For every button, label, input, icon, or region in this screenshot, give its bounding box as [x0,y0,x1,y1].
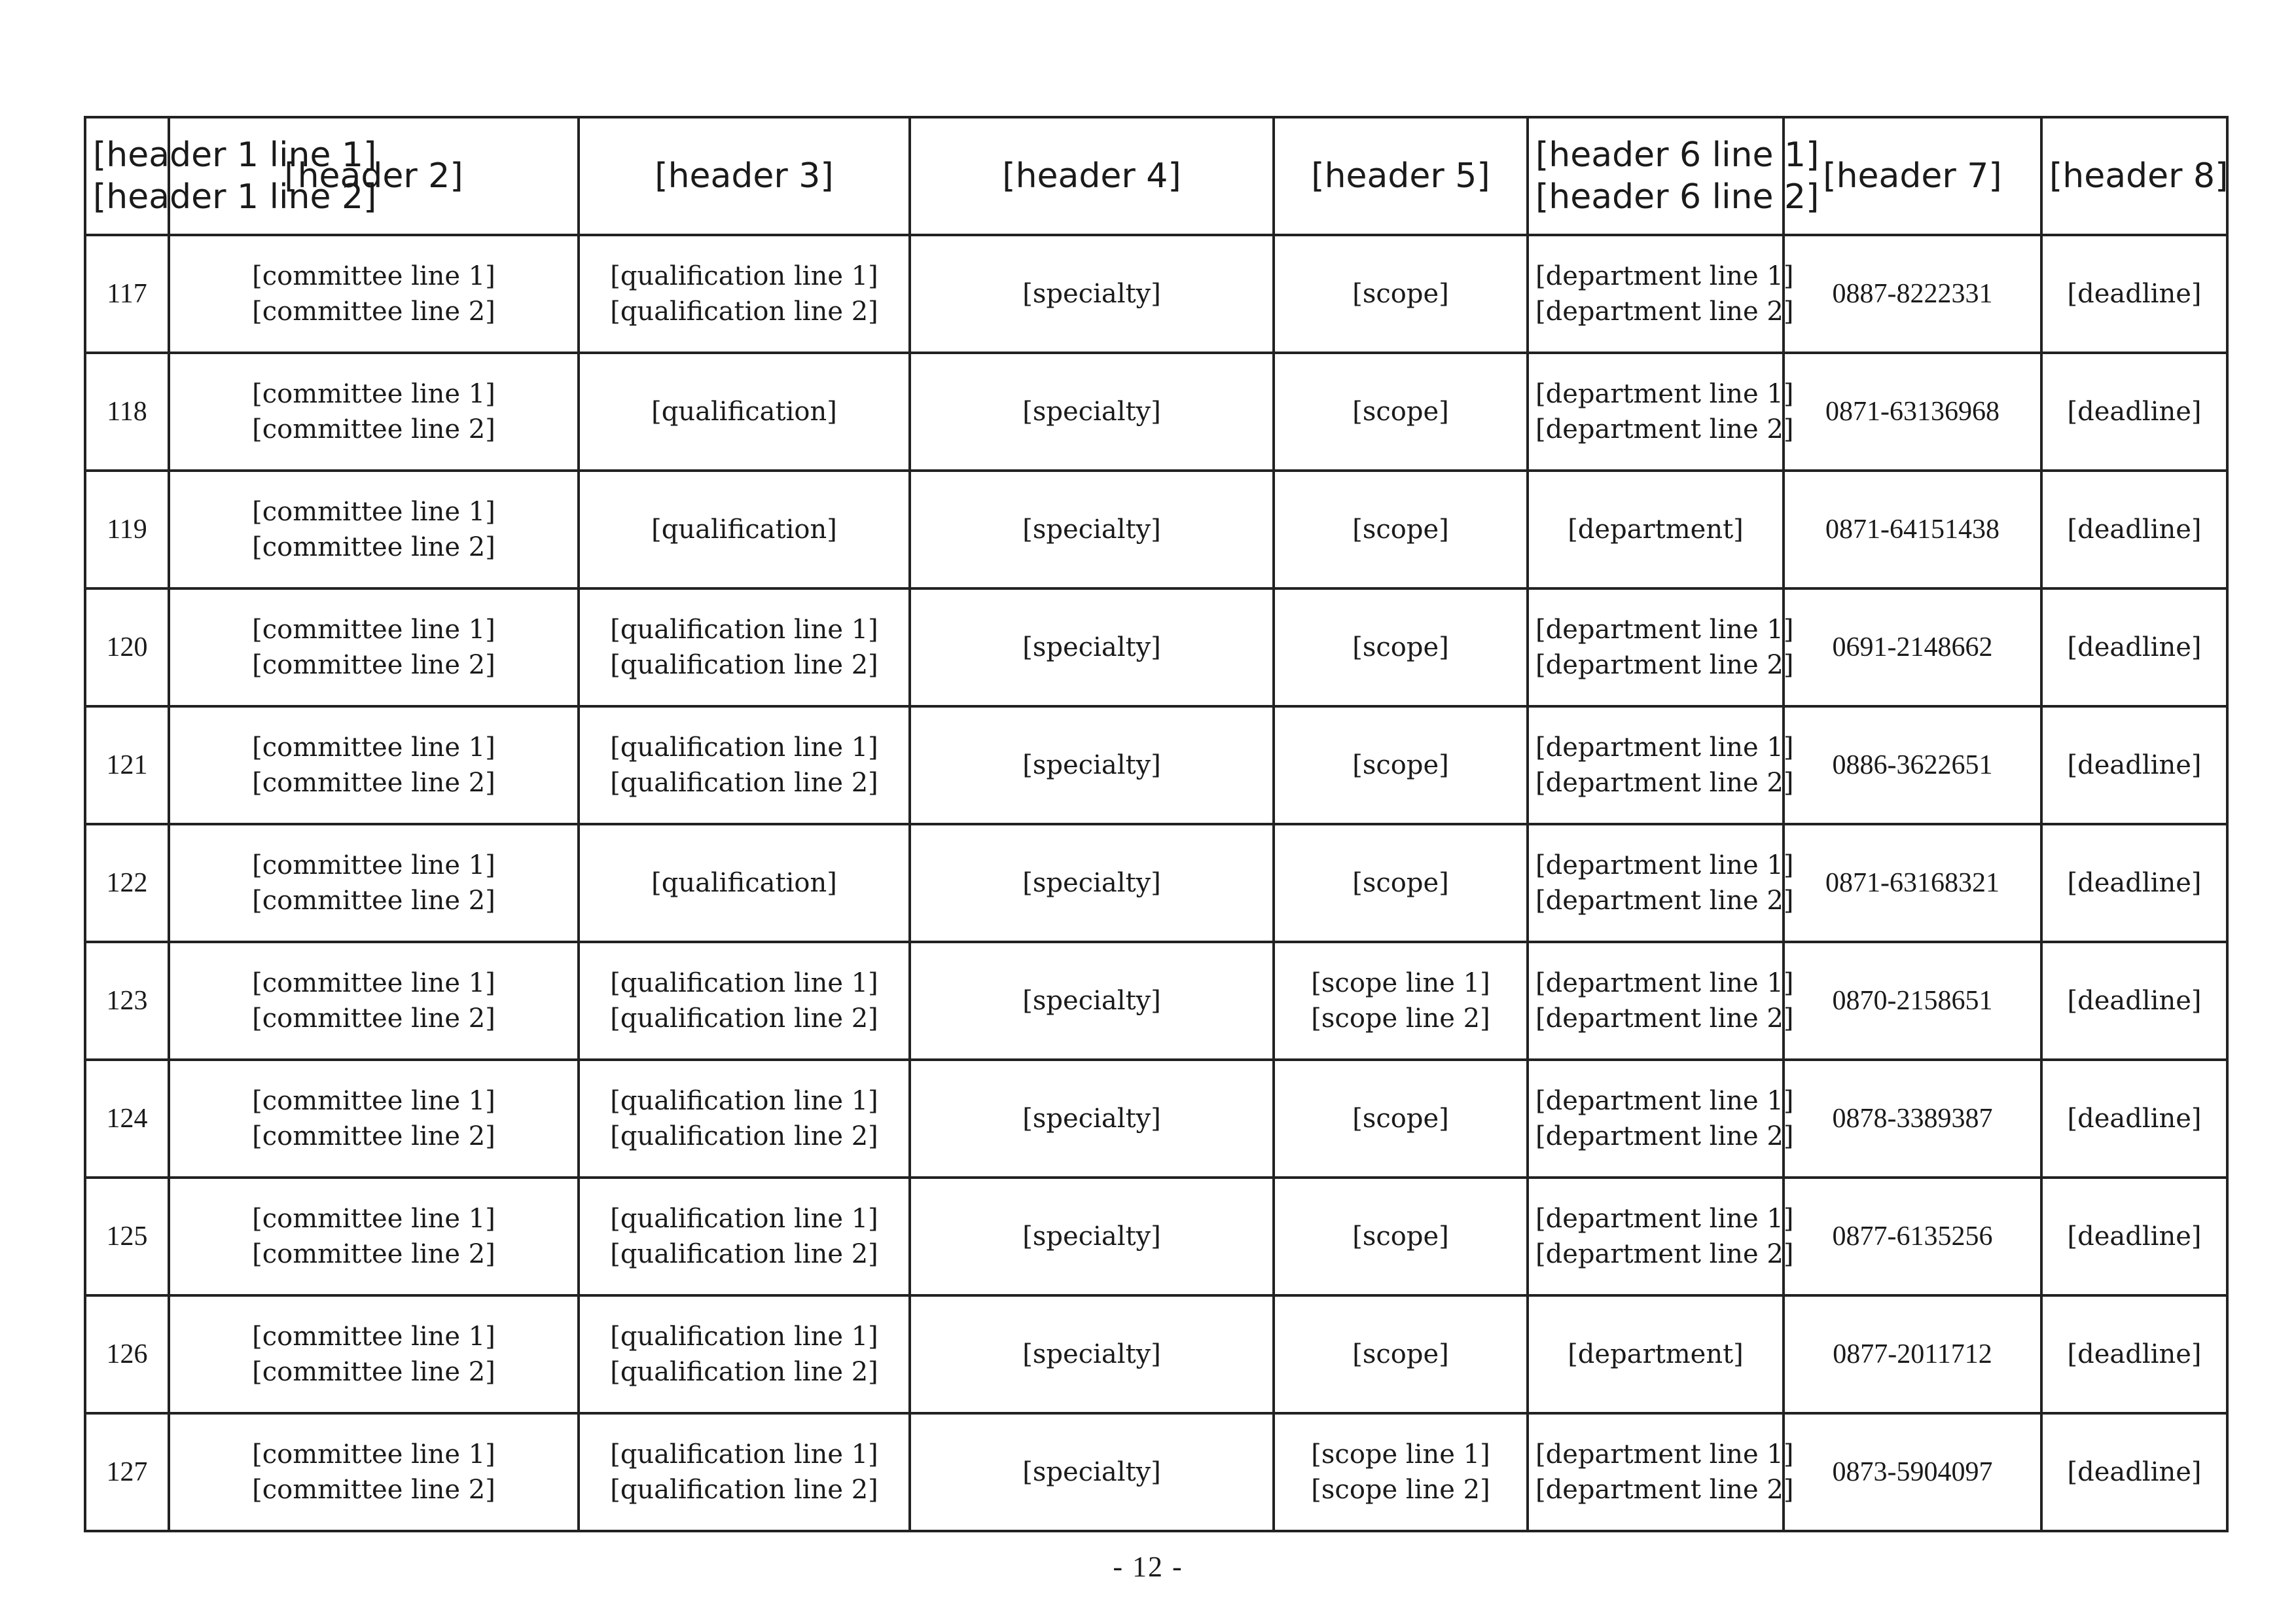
cell-qualification [579,235,910,353]
cell-committee-name [169,706,579,824]
cell-department [1528,1178,1794,1295]
cell-committee-name [169,1295,579,1413]
cell-specialty [910,824,1274,942]
cell-department-line: [department line 1] [1535,1204,1794,1234]
cell-scope [1274,588,1528,706]
cell-scope-line: [scope] [1352,868,1449,898]
cell-specialty [910,235,1274,353]
cell-deadline: [deadline] [2041,471,2227,588]
cell-phone: 0878-3389387 [1784,1060,2041,1178]
cell-committee-name [169,942,579,1060]
cell-seq-no: 117 [85,235,169,353]
cell-deadline: [deadline] [2041,353,2227,471]
cell-committee-name [169,353,579,471]
cell-committee-name-line: [committee line 1] [252,732,495,763]
cell-seq-no: 125 [85,1178,169,1295]
cell-committee-name-line: [committee line 1] [252,497,495,527]
cell-scope-line: [scope line 2] [1311,1475,1490,1505]
cell-phone: 0877-6135256 [1784,1178,2041,1295]
cell-committee-name-line: [committee line 2] [252,414,495,444]
cell-phone: 0871-64151438 [1784,471,2041,588]
cell-department-line: [department line 2] [1535,414,1794,444]
cell-scope-line: [scope line 1] [1311,968,1490,998]
cell-qualification [579,942,910,1060]
cell-department-line: [department line 2] [1535,1003,1794,1034]
cell-committee-name [169,1060,579,1178]
cell-qualification [579,471,910,588]
table-row [85,1178,2227,1295]
cell-committee-name-line: [committee line 2] [252,768,495,798]
cell-specialty-line: [specialty] [1022,514,1161,545]
header-specialty [910,117,1274,235]
header-deadline-text: [header 8] [2049,156,2229,196]
header-qualification [579,117,910,235]
cell-specialty-line: [specialty] [1022,279,1161,309]
header-seq-no-text: [header 1 line 1] [93,135,377,175]
cell-deadline: [deadline] [2041,706,2227,824]
table-row [85,1060,2227,1178]
cell-qualification [579,1295,910,1413]
cell-committee-name [169,1413,579,1531]
cell-qualification-line: [qualification line 2] [610,1239,878,1269]
cell-specialty-line: [specialty] [1022,1457,1161,1487]
cell-scope [1274,1413,1528,1531]
cell-specialty-line: [specialty] [1022,1104,1161,1134]
cell-department-line: [department] [1568,514,1744,545]
cell-committee-name [169,235,579,353]
cell-department [1528,588,1794,706]
cell-seq-no: 121 [85,706,169,824]
cell-department [1528,824,1794,942]
cell-committee-name-line: [committee line 2] [252,650,495,680]
cell-department-line: [department] [1568,1339,1744,1369]
cell-scope [1274,1178,1528,1295]
cell-department [1528,471,1784,588]
cell-scope [1274,1060,1528,1178]
cell-scope-line: [scope line 1] [1311,1439,1490,1470]
cell-committee-name-line: [committee line 1] [252,261,495,291]
cell-specialty [910,353,1274,471]
cell-department-line: [department line 2] [1535,297,1794,327]
cell-qualification-line: [qualification line 2] [610,1475,878,1505]
cell-phone: 0871-63136968 [1784,353,2041,471]
cell-seq-no: 120 [85,588,169,706]
header-phone-text: [header 7] [1823,156,2002,196]
cell-qualification-line: [qualification] [651,868,837,898]
cell-phone: 0691-2148662 [1784,588,2041,706]
cell-department-line: [department line 1] [1535,850,1794,880]
cell-deadline: [deadline] [2041,942,2227,1060]
cell-phone: 0870-2158651 [1784,942,2041,1060]
header-scope-text: [header 5] [1311,156,1490,196]
cell-committee-name-line: [committee line 1] [252,615,495,645]
cell-committee-name-line: [committee line 1] [252,968,495,998]
cell-qualification [579,1413,910,1531]
cell-department-line: [department line 1] [1535,1439,1794,1470]
cell-qualification-line: [qualification line 2] [610,1121,878,1151]
cell-specialty-line: [specialty] [1022,986,1161,1016]
cell-committee-name-line: [committee line 1] [252,850,495,880]
cell-phone: 0871-63168321 [1784,824,2041,942]
cell-specialty-line: [specialty] [1022,1339,1161,1369]
table-row [85,471,2227,588]
cell-department [1528,706,1794,824]
cell-scope [1274,824,1528,942]
cell-specialty [910,1413,1274,1531]
page-number: - 12 - [1113,1551,1183,1583]
cell-department [1528,1413,1794,1531]
cell-phone: 0887-8222331 [1784,235,2041,353]
cell-scope [1274,942,1528,1060]
header-department-text: [header 6 line 2] [1535,177,1820,217]
committee-table [84,116,2229,1532]
cell-department [1528,1060,1794,1178]
header-deadline [2041,117,2227,235]
cell-scope [1274,353,1528,471]
header-scope [1274,117,1528,235]
cell-committee-name-line: [committee line 2] [252,297,495,327]
cell-qualification-line: [qualification line 1] [610,1439,878,1470]
cell-department-line: [department line 2] [1535,768,1794,798]
cell-qualification-line: [qualification] [651,514,837,545]
cell-department-line: [department line 1] [1535,1086,1794,1116]
cell-deadline: [deadline] [2041,588,2227,706]
cell-department-line: [department line 1] [1535,968,1794,998]
cell-qualification-line: [qualification line 1] [610,1204,878,1234]
cell-qualification [579,824,910,942]
cell-scope-line: [scope] [1352,1339,1449,1369]
cell-committee-name [169,1178,579,1295]
cell-committee-name-line: [committee line 2] [252,1357,495,1387]
cell-specialty [910,942,1274,1060]
table-body [85,235,2227,1531]
cell-deadline: [deadline] [2041,1060,2227,1178]
cell-specialty [910,471,1274,588]
cell-scope-line: [scope] [1352,750,1449,780]
cell-specialty-line: [specialty] [1022,750,1161,780]
cell-seq-no: 127 [85,1413,169,1531]
cell-seq-no: 122 [85,824,169,942]
cell-scope-line: [scope] [1352,514,1449,545]
cell-department-line: [department line 2] [1535,1239,1794,1269]
cell-specialty [910,706,1274,824]
cell-scope-line: [scope] [1352,632,1449,662]
header-qualification-text: [header 3] [655,156,834,196]
cell-qualification-line: [qualification line 2] [610,1003,878,1034]
cell-qualification-line: [qualification line 1] [610,1086,878,1116]
header-committee-name-text: [header 2] [284,156,463,196]
header-phone [1784,117,2041,235]
cell-qualification-line: [qualification line 2] [610,297,878,327]
cell-specialty-line: [specialty] [1022,632,1161,662]
header-department [1528,117,1820,235]
cell-qualification-line: [qualification line 1] [610,615,878,645]
cell-specialty [910,1295,1274,1413]
cell-deadline: [deadline] [2041,824,2227,942]
cell-seq-no: 126 [85,1295,169,1413]
cell-seq-no: 123 [85,942,169,1060]
cell-qualification [579,1060,910,1178]
table-row [85,942,2227,1060]
cell-committee-name [169,588,579,706]
cell-committee-name [169,824,579,942]
table-row [85,824,2227,942]
table-header-row [85,117,2227,235]
cell-qualification-line: [qualification line 1] [610,732,878,763]
cell-committee-name-line: [committee line 2] [252,1003,495,1034]
cell-deadline: [deadline] [2041,1295,2227,1413]
cell-department-line: [department line 1] [1535,379,1794,409]
cell-specialty [910,1060,1274,1178]
cell-scope [1274,1295,1528,1413]
cell-phone: 0877-2011712 [1784,1295,2041,1413]
cell-deadline: [deadline] [2041,1178,2227,1295]
cell-scope-line: [scope] [1352,1221,1449,1252]
cell-seq-no: 118 [85,353,169,471]
cell-scope [1274,235,1528,353]
cell-phone: 0873-5904097 [1784,1413,2041,1531]
cell-seq-no: 124 [85,1060,169,1178]
cell-committee-name-line: [committee line 1] [252,1204,495,1234]
cell-scope-line: [scope] [1352,1104,1449,1134]
cell-specialty [910,1178,1274,1295]
cell-committee-name-line: [committee line 1] [252,1439,495,1470]
cell-qualification [579,706,910,824]
cell-qualification-line: [qualification line 1] [610,968,878,998]
cell-scope [1274,471,1528,588]
cell-specialty [910,588,1274,706]
cell-qualification-line: [qualification line 1] [610,1322,878,1352]
table-row [85,1413,2227,1531]
cell-committee-name [169,471,579,588]
cell-department-line: [department line 2] [1535,1475,1794,1505]
cell-committee-name-line: [committee line 2] [252,1239,495,1269]
table-row [85,353,2227,471]
cell-department-line: [department line 1] [1535,732,1794,763]
cell-deadline: [deadline] [2041,235,2227,353]
cell-department [1528,353,1794,471]
table-row [85,588,2227,706]
cell-phone: 0886-3622651 [1784,706,2041,824]
table-row [85,706,2227,824]
cell-scope-line: [scope line 2] [1311,1003,1490,1034]
cell-specialty-line: [specialty] [1022,868,1161,898]
cell-committee-name-line: [committee line 1] [252,1322,495,1352]
cell-committee-name-line: [committee line 1] [252,1086,495,1116]
cell-specialty-line: [specialty] [1022,1221,1161,1252]
header-seq-no-text: [header 1 line 2] [93,177,377,217]
table-row [85,1295,2227,1413]
cell-deadline: [deadline] [2041,1413,2227,1531]
cell-committee-name-line: [committee line 2] [252,1475,495,1505]
cell-qualification [579,353,910,471]
cell-department [1528,1295,1784,1413]
cell-department-line: [department line 2] [1535,1121,1794,1151]
cell-qualification-line: [qualification] [651,397,837,427]
header-specialty-text: [header 4] [1002,156,1181,196]
cell-qualification-line: [qualification line 2] [610,1357,878,1387]
cell-committee-name-line: [committee line 2] [252,1121,495,1151]
header-department-text: [header 6 line 1] [1535,135,1820,175]
cell-department-line: [department line 1] [1535,615,1794,645]
cell-scope [1274,706,1528,824]
cell-committee-name-line: [committee line 1] [252,379,495,409]
cell-department [1528,942,1794,1060]
cell-scope-line: [scope] [1352,397,1449,427]
header-committee-name [169,117,579,235]
cell-department-line: [department line 2] [1535,650,1794,680]
cell-committee-name-line: [committee line 2] [252,532,495,562]
table-row [85,235,2227,353]
cell-specialty-line: [specialty] [1022,397,1161,427]
cell-seq-no: 119 [85,471,169,588]
cell-department [1528,235,1794,353]
cell-qualification [579,588,910,706]
cell-scope-line: [scope] [1352,279,1449,309]
cell-department-line: [department line 2] [1535,886,1794,916]
cell-qualification-line: [qualification line 2] [610,650,878,680]
cell-qualification-line: [qualification line 1] [610,261,878,291]
cell-qualification-line: [qualification line 2] [610,768,878,798]
cell-committee-name-line: [committee line 2] [252,886,495,916]
cell-qualification [579,1178,910,1295]
cell-department-line: [department line 1] [1535,261,1794,291]
